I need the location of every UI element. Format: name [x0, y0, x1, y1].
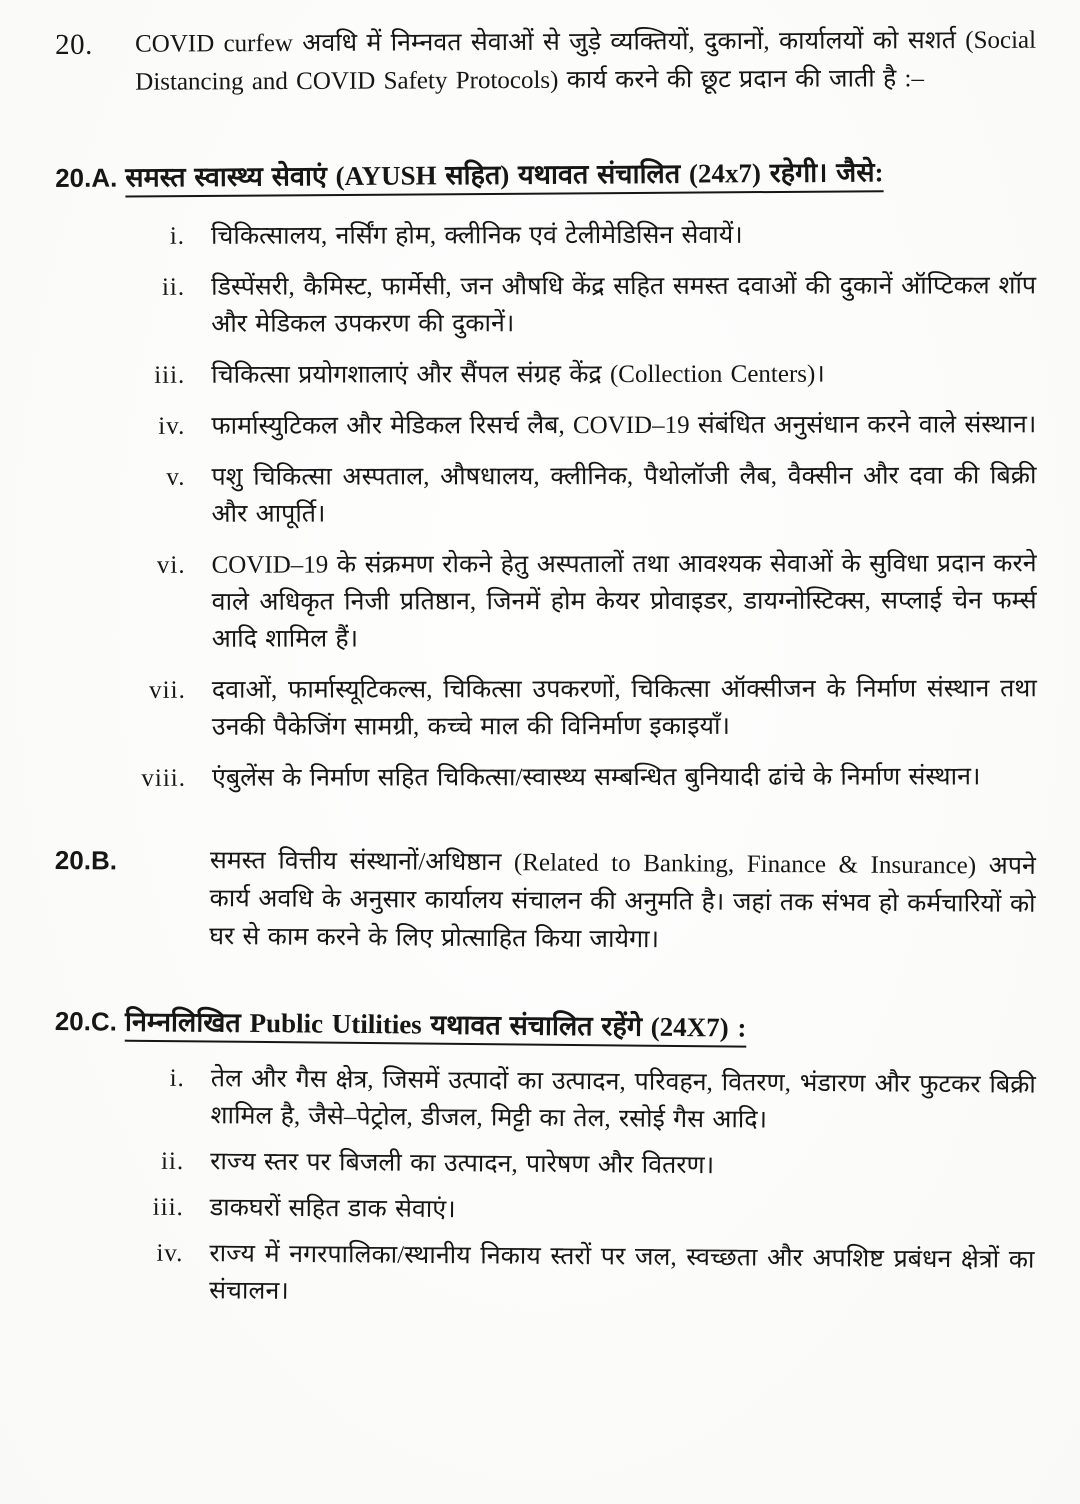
list-item-numeral: iv.	[156, 1239, 184, 1268]
list-item	[55, 355, 1036, 394]
section-20a-heading-row	[55, 151, 1036, 198]
list-item-numeral: vii.	[149, 676, 186, 704]
section-20b	[54, 841, 1036, 962]
list-item-numeral: v.	[166, 463, 186, 491]
list-item	[56, 545, 1037, 658]
section-20b-label: 20.B.	[54, 844, 118, 876]
list-item-text: एंबुलेंस के निर्माण सहित चिकित्सा/स्वास्थ्य सम्बन्धित बुनियादी ढांचे के निर्माण संस्थान।	[211, 763, 981, 792]
list-item-numeral: iv.	[158, 412, 186, 440]
list-item-text: COVID–19 के संक्रमण रोकने हेतु अस्पतालों तथा आवश्यक सेवाओं के सुविधा प्रदान करने वाले अधिकृत निजी प्रतिष्ठान, जिनमें होम केयर प्रोवाइडर, डायग्नोस्टिक्स, सप्लाई चेन फर्म्स आदि शामिल हैं।	[211, 550, 1037, 653]
list-item	[53, 1234, 1035, 1316]
list-item-text: डिस्पेंसरी, कैमिस्ट, फार्मेसी, जन औषधि केंद्र सहित समस्त दवाओं की दुकानें ऑप्टिकल शॉप और मेडिकल उपकरण की दुकानें।	[211, 272, 1037, 338]
list-item-text: तेल और गैस क्षेत्र, जिसमें उत्पादों का उत्पादन, परिवहन, वितरण, भंडारण और फुटकर बिक्री शामिल है, जैसे–पेट्रोल, डीजल, मिट्टी का तेल, रसोई गैस आदि।	[210, 1065, 1036, 1134]
section-20c-heading: निम्नलिखित Public Utilities यथावत संचालित रहेंगे (24X7) :	[124, 1006, 747, 1043]
list-item-text: दवाओं, फार्मास्यूटिकल्स, चिकित्सा उपकरणों, चिकित्सा ऑक्सीजन के निर्माण संस्थान तथा उनकी पैकेजिंग सामग्री, कच्चे माल की विनिर्माण इकाइयाँ।	[211, 675, 1037, 741]
list-item-numeral: viii.	[141, 764, 187, 792]
list-item	[55, 267, 1036, 343]
list-item-text: पशु चिकित्सा अस्पताल, औषधालय, क्लीनिक, पैथोलॉजी लैब, वैक्सीन और दवा की बिक्री और आपूर्ति।	[211, 462, 1037, 528]
list-item-numeral: vi.	[156, 551, 186, 579]
clause-20-number: 20.	[55, 28, 93, 61]
section-20c-heading-row	[55, 1001, 1036, 1050]
section-20a-list	[55, 216, 1037, 797]
section-20a-heading: समस्त स्वास्थ्य सेवाएं (AYUSH सहित) यथावत संचालित (24x7) रहेगी। जैसे:	[125, 157, 884, 193]
list-item	[55, 406, 1036, 445]
list-item-numeral: iii.	[154, 361, 186, 389]
list-item-text: राज्य स्तर पर बिजली का उत्पादन, पारेषण और वितरण।	[210, 1148, 715, 1180]
section-20a-label: 20.A.	[55, 162, 118, 193]
clause-20-text: COVID curfew अवधि में निम्नवत सेवाओं से जुड़े व्यक्तियों, दुकानों, कार्यालयों को सशर्त (Social Distancing and COVID Safety Protocols) कार्य करने की छूट प्रदान की जाती है :–	[135, 26, 1037, 96]
list-item-text: चिकित्सा प्रयोगशालाएं और सैंपल संग्रह केंद्र (Collection Centers)।	[211, 360, 825, 389]
clause-20	[55, 22, 1036, 102]
list-item-text: चिकित्सालय, नर्सिंग होम, क्लीनिक एवं टेलीमेडिसिन सेवायें।	[211, 221, 743, 250]
list-item	[54, 1188, 1035, 1233]
list-item-numeral: iii.	[152, 1193, 184, 1222]
list-item	[54, 1059, 1036, 1141]
section-20b-text: समस्त वित्तीय संस्थानों/अधिष्ठान (Related to Banking, Finance & Insurance) अपने कार्य अवधि के अनुसार कार्यालय संचालन की अनुमति है। जहां तक संभव हो कर्मचारियों को घर से काम करने के लिए प्रोत्साहित किया जायेगा।	[209, 847, 1036, 954]
list-item-numeral: ii.	[160, 1147, 185, 1176]
list-item	[55, 457, 1036, 533]
list-item	[54, 1142, 1035, 1187]
list-item-numeral: i.	[169, 1064, 185, 1093]
section-20c-list	[53, 1059, 1036, 1316]
list-item-text: राज्य में नगरपालिका/स्थानीय निकाय स्तरों पर जल, स्वच्छता और अपशिष्ट प्रबंधन क्षेत्रों का संचालन।	[209, 1240, 1035, 1305]
list-item-numeral: i.	[169, 222, 186, 250]
list-item	[56, 670, 1037, 746]
list-item-numeral: ii.	[161, 273, 186, 301]
list-item	[55, 216, 1036, 255]
list-item-text: फार्मास्युटिकल और मेडिकल रिसर्च लैब, COVID–19 संबंधित अनुसंधान करने वाले संस्थान।	[211, 411, 1037, 440]
list-item-text: डाकघरों सहित डाक सेवाएं।	[209, 1194, 456, 1224]
section-20c-label: 20.C.	[54, 1005, 118, 1037]
list-item	[56, 758, 1037, 797]
